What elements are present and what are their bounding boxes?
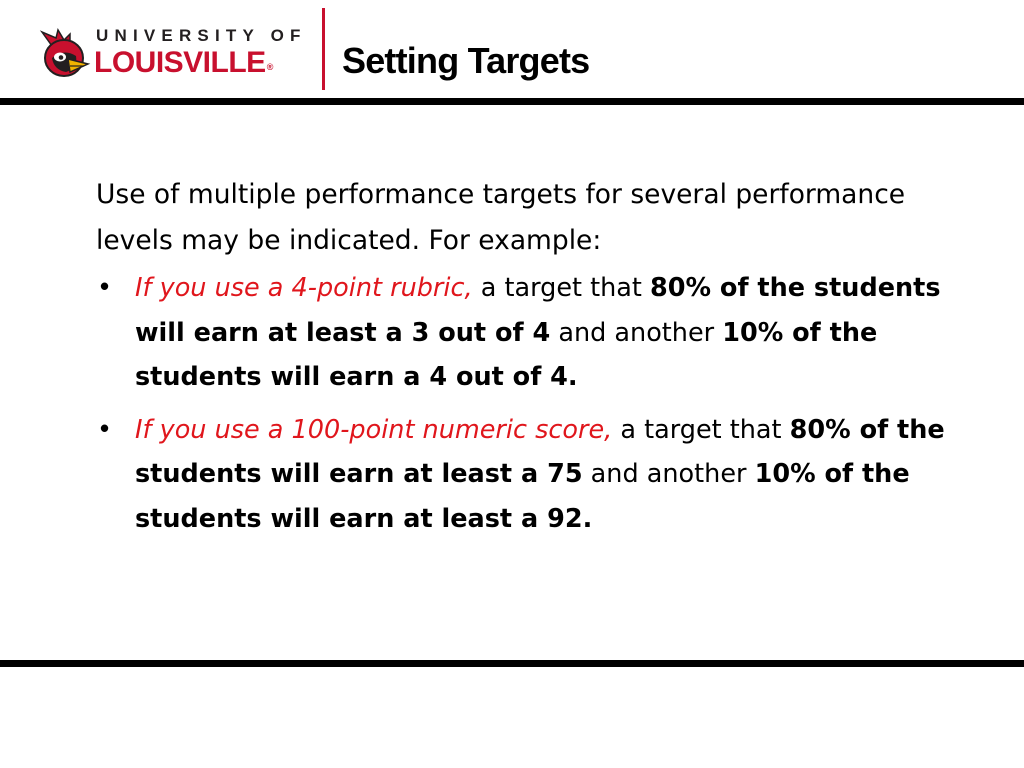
bullet-bold: 80% of the students will earn at least a 3 out of 4 [135, 273, 941, 348]
university-logo [38, 24, 307, 84]
bullet-item [96, 266, 956, 400]
slide-title: Setting Targets [342, 40, 590, 81]
bullet-text: a target that [472, 273, 651, 303]
bullet-dot: • [97, 414, 113, 445]
cardinal-bird-icon [38, 28, 92, 82]
bullet-bold: 10% of the students will earn at least a 92. [135, 459, 910, 534]
bullet-lead: If you use a 100-point numeric score, [135, 414, 613, 445]
bullet-text: and another [582, 459, 755, 489]
bullet-lead: If you use a 4-point rubric, [135, 273, 473, 303]
header-divider [322, 8, 325, 90]
bullet-bold: 10% of the students will earn a 4 out of 4. [135, 317, 878, 392]
bullet-list [96, 266, 956, 541]
bullet-text: a target that [612, 414, 790, 445]
top-rule [0, 98, 1024, 105]
logo-university-of: UNIVERSITY OF [96, 26, 307, 45]
intro-paragraph: Use of multiple performance targets for several performance levels may be indicated. For example: [96, 179, 906, 256]
registered-mark: ® [266, 62, 273, 72]
bottom-rule [0, 660, 1024, 667]
slide-header [0, 0, 1024, 100]
logo-louisville-text: LOUISVILLE [94, 46, 266, 79]
slide-body [96, 172, 956, 549]
bullet-dot: • [97, 273, 113, 303]
bullet-item [96, 408, 956, 542]
bullet-bold: 80% of the students will earn at least a 75 [135, 414, 945, 489]
bullet-text: and another [550, 317, 723, 348]
logo-louisville [94, 46, 273, 80]
